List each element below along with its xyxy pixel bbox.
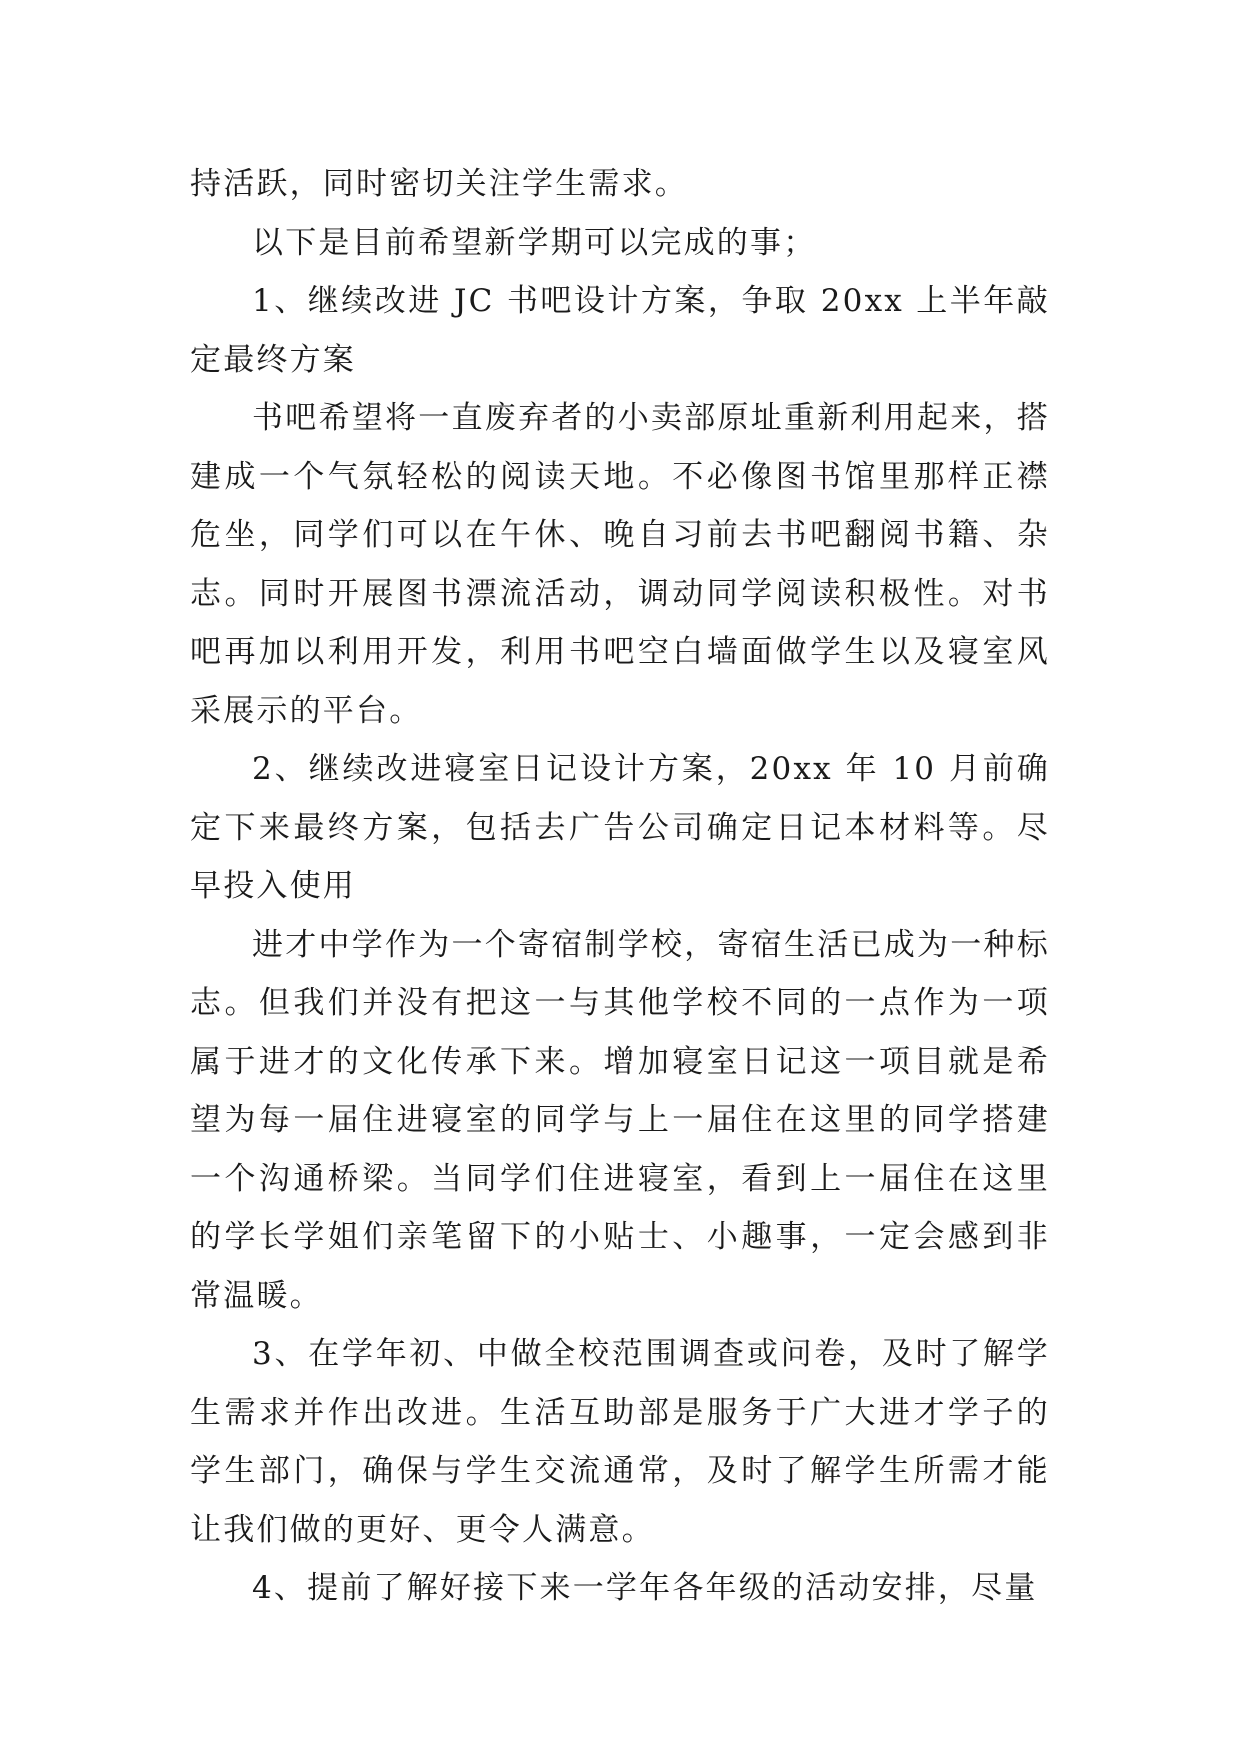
paragraph-item-2-detail: 进才中学作为一个寄宿制学校，寄宿生活已成为一种标志。但我们并没有把这一与其他学校不同的一点作为一项属于进才的文化传承下来。增加寝室日记这一项目就是希望为每一届住进寝室的同学与上一届住在这里的同学搭建一个沟通桥梁。当同学们住进寝室，看到上一届住在这里的学长学姐们亲笔留下的小贴士、小趣事，一定会感到非常温暖。 [190, 926, 1050, 1314]
paragraph-item-1-detail: 书吧希望将一直废弃者的小卖部原址重新利用起来，搭建成一个气氛轻松的阅读天地。不必像图书馆里那样正襟危坐，同学们可以在午休、晚自习前去书吧翻阅书籍、杂志。同时开展图书漂流活动，调动同学阅读积极性。对书吧再加以利用开发，利用书吧空白墙面做学生以及寝室风采展示的平台。 [190, 400, 1050, 729]
paragraph-item-1: 1、继续改进 JC 书吧设计方案，争取 20xx 上半年敲定最终方案 [190, 283, 1050, 378]
paragraph-item-4: 4、提前了解好接下来一学年各年级的活动安排，尽量 [252, 1570, 1038, 1606]
paragraph-item-3: 3、在学年初、中做全校范围调查或问卷，及时了解学生需求并作出改进。生活互助部是服务于广大进才学子的学生部门，确保与学生交流通常，及时了解学生所需才能让我们做的更好、更令人满意。 [190, 1336, 1050, 1548]
document-body [190, 155, 1050, 1618]
paragraph-continued: 持活跃，同时密切关注学生需求。 [190, 166, 688, 202]
paragraph-intro: 以下是目前希望新学期可以完成的事； [252, 224, 817, 261]
paragraph-item-2: 2、继续改进寝室日记设计方案，20xx 年 10 月前确定下来最终方案，包括去广告公司确定日记本材料等。尽早投入使用 [190, 751, 1050, 904]
